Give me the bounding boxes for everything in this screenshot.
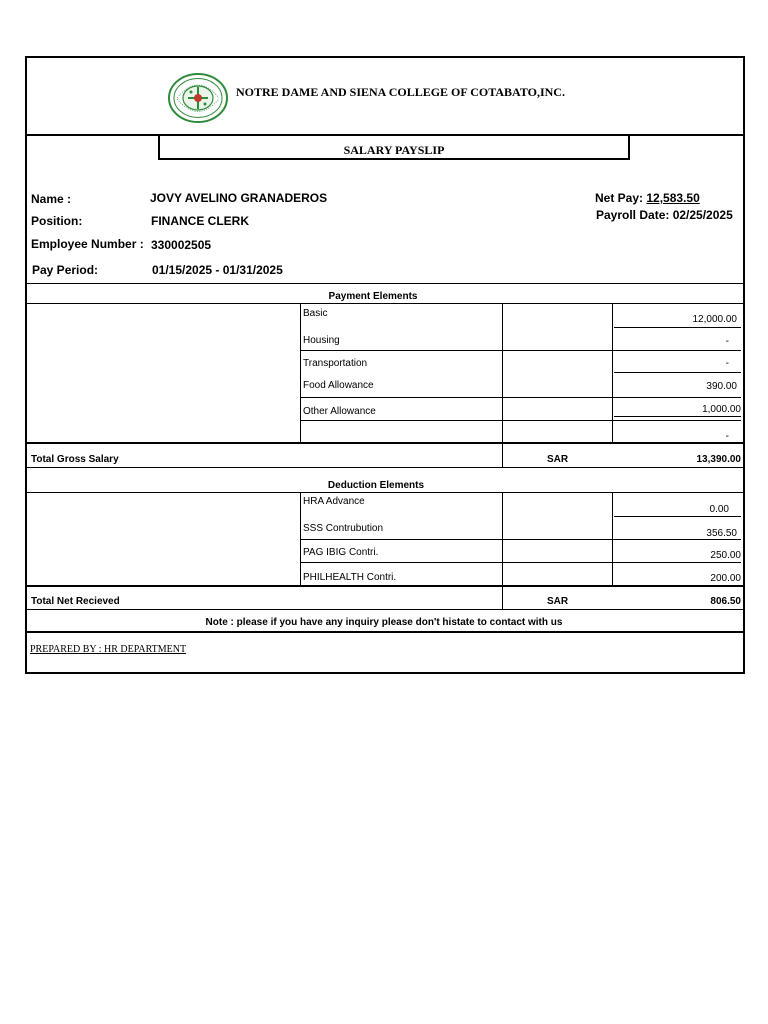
net-pay-value: 12,583.50 (646, 191, 700, 205)
deduction-item-label: HRA Advance (303, 496, 365, 507)
payment-item-amount: - (725, 431, 729, 442)
payment-item-label: Basic (303, 308, 328, 319)
payment-col-line-3 (612, 303, 613, 443)
payment-item-amount: 390.00 (706, 381, 737, 392)
payment-header-line (25, 303, 743, 304)
deduction-item-label: SSS Contrubution (303, 523, 384, 534)
payment-item-amount: 1,000.00 (702, 404, 741, 415)
payment-col-line-1 (300, 303, 301, 443)
net-pay-label: Net Pay: (595, 191, 644, 205)
payment-item-label: Food Allowance (303, 380, 374, 391)
pay-period-value: 01/15/2025 - 01/31/2025 (152, 263, 283, 277)
employee-number-label: Employee Number : (31, 237, 144, 251)
deduction-item-amount: 356.50 (706, 528, 737, 539)
total-net-label: Total Net Recieved (31, 596, 120, 607)
deduction-item-label: PAG IBIG Contri. (303, 547, 379, 558)
deduction-header-line (25, 492, 743, 493)
prepared-by: PREPARED BY : HR DEPARTMENT (30, 644, 187, 655)
payment-top-line (25, 283, 743, 284)
deduction-row-line (614, 516, 741, 517)
total-gross-value: 13,390.00 (696, 454, 741, 465)
payment-header: Payment Elements (328, 291, 418, 302)
name-label: Name : (31, 192, 72, 206)
payment-row-line (300, 420, 741, 421)
payment-item-label: Other Allowance (303, 406, 376, 417)
payslip-title: SALARY PAYSLIP (343, 143, 445, 157)
payment-row-line (614, 416, 741, 417)
school-name: NOTRE DAME AND SIENA COLLEGE OF COTABATO,INC. (236, 85, 565, 99)
payment-row-line (300, 350, 741, 351)
payment-row-line (300, 397, 741, 398)
payment-item-amount: - (725, 336, 729, 347)
note-bottom-line (25, 631, 743, 633)
name-value: JOVY AVELINO GRANADEROS (150, 191, 328, 205)
total-net-value: 806.50 (710, 596, 741, 607)
deduction-col-line-2 (502, 492, 503, 610)
position-label: Position: (31, 214, 83, 228)
deduction-item-amount: 200.00 (710, 573, 741, 584)
gross-bottom-line (25, 467, 743, 468)
position-value: FINANCE CLERK (151, 214, 249, 228)
deduction-header: Deduction Elements (327, 480, 425, 491)
payment-bottom-line (25, 442, 743, 444)
net-bottom-line (25, 609, 743, 610)
payment-item-amount: 12,000.00 (692, 314, 737, 325)
employee-number-value: 330002505 (151, 238, 212, 252)
payment-item-label: Housing (303, 335, 340, 346)
total-gross-label: Total Gross Salary (31, 454, 119, 465)
deduction-item-amount: 0.00 (709, 504, 729, 515)
deduction-row-line (300, 539, 741, 540)
inquiry-note: Note : please if you have any inquiry please don't histate to contact with us (205, 617, 563, 628)
school-seal (167, 72, 229, 124)
deduction-item-label: PHILHEALTH Contri. (303, 572, 397, 583)
deduction-bottom-line (25, 585, 743, 587)
payment-row-line (614, 372, 741, 373)
payment-row-line (614, 327, 741, 328)
total-gross-currency: SAR (547, 454, 569, 465)
pay-period-label: Pay Period: (32, 263, 99, 277)
deduction-row-line (300, 562, 741, 563)
payroll-date: Payroll Date: 02/25/2025 (596, 208, 733, 222)
school-seal-icon (167, 72, 229, 124)
deduction-item-amount: 250.00 (710, 550, 741, 561)
payment-item-label: Transportation (303, 358, 368, 369)
net-pay (595, 191, 700, 205)
payment-item-amount: - (725, 358, 729, 369)
total-net-currency: SAR (547, 596, 569, 607)
